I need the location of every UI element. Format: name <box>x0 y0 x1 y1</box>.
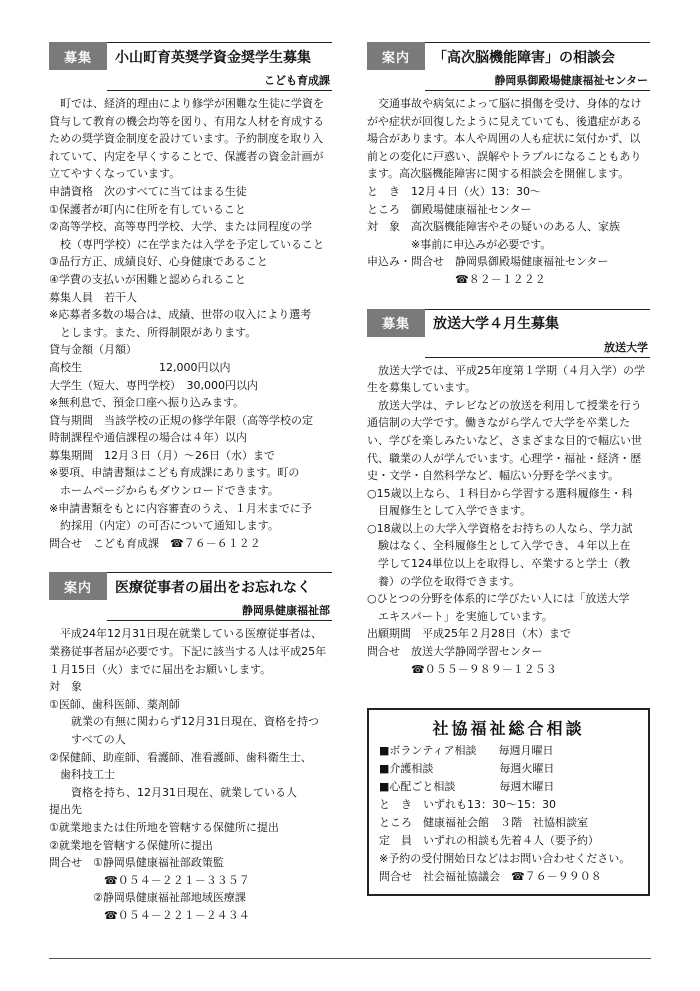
section-body <box>49 95 332 552</box>
text-line: ■心配ごと相談 毎週木曜日 <box>379 780 555 794</box>
text-line: ①医師、歯科医師、薬剤師 <box>49 697 180 711</box>
text-line: 養）の学位を取得できます。 <box>367 574 521 588</box>
medical-section <box>49 572 332 924</box>
text-line: ☎０５５－９８９－１２５３ <box>367 662 557 676</box>
section-tag: 案内 <box>49 572 107 600</box>
text-line: ホームページからもダウンロードできます。 <box>49 484 279 498</box>
text-line: ①保護者が町内に住所を有していること <box>49 202 246 216</box>
text-line: ところ 健康福祉会館 ３階 社協相談室 <box>379 816 588 830</box>
text-line: 歯科技工士 <box>49 768 115 782</box>
text-line: ①就業地または住所地を管轄する保健所に提出 <box>49 820 279 834</box>
text-line: と き 12月４日（火）13：30～ <box>367 184 541 198</box>
text-line: ②高等学校、高等専門学校、大学、または同程度の学 <box>49 220 312 234</box>
text-line: 問合せ 社会福祉協議会 ☎７６－９９０８ <box>379 870 602 884</box>
text-line: ※予約の受付開始日などはお問い合わせください。 <box>379 852 631 866</box>
text-line: 問合せ こども育成課 ☎７６－６１２２ <box>49 536 261 550</box>
text-line: 就業の有無に関わらず12月31日現在、資格を持つ <box>49 715 319 729</box>
text-line: 貸与期間 当該学校の正規の修学年限（高等学校の定 <box>49 413 313 427</box>
section-lines <box>49 678 332 924</box>
text-line: すべての人 <box>49 733 126 746</box>
text-line: 問合せ 放送大学静岡学習センター <box>367 645 543 659</box>
text-line: ※応募者多数の場合は、成績、世帯の収入により選考 <box>49 308 312 322</box>
section-intro: 交通事故や病気によって脳に損傷を受け、身体的なけがや症状が回復したように見えていても、後遺症がある場合があります。本人や周囲の人も症状に気付かず、以前との変化に戸惑い、誤解やトラブルになることもあります。高次脳機能障害に関する相談会を開催します。 <box>367 97 642 181</box>
text-line: 時制課程や通信課程の場合は４年）以内 <box>49 431 247 445</box>
left-column <box>49 42 332 939</box>
text-line: ※申請書類をもとに内容審査のうえ、１月末までに予 <box>49 501 312 515</box>
text-line: ☎０５４－２２１－３３５７ <box>49 873 250 887</box>
section-lines <box>49 183 332 552</box>
text-line: 対 象 <box>49 680 82 694</box>
text-line: ☎０５４－２２１－２４３４ <box>49 908 250 922</box>
text-line: 験はなく、全科履修生として入学でき、４年以上在 <box>367 539 631 553</box>
scholarship-section <box>49 42 332 552</box>
text-line: 対 象 高次脳機能障害やその疑いのある人、家族 <box>367 220 620 234</box>
text-line: ②就業地を管轄する保健所に提出 <box>49 838 213 852</box>
section-intro: 平成24年12月31日現在就業している医療従事者は、業務従事者届が必要です。下記に該当する人は平成25年１月15日（火）までに届出をお願いします。 <box>49 627 327 676</box>
text-line: ○15歳以上なら、１科目から学習する選科履修生・科 <box>367 486 633 500</box>
section-title: 「高次脳機能障害」の相談会 <box>425 42 650 70</box>
text-line: ○ひとつの分野を体系的に学びたい人には「放送大学 <box>367 592 630 606</box>
text-line: 定 員 いずれの相談も先着４人（要予約） <box>379 834 599 848</box>
section-header <box>367 42 650 70</box>
text-line: 大学生（短大、専門学校） 30,000円以内 <box>49 378 258 392</box>
text-line: ※要項、申請書類はこども育成課にあります。町の <box>49 466 300 480</box>
section-department: 放送大学 <box>425 337 650 358</box>
text-line: と き いずれも13：30～15：30 <box>379 798 556 812</box>
text-line: ④学費の支払いが困難と認められること <box>49 272 246 286</box>
section-intro: 町では、経済的理由により修学が困難な生徒に学資を貸与して教育の機会均等を図り、有用な人材を育成するための奨学資金制度を設けています。予約制度を取り入れていて、内定を早くすることで、保護者の資金計画が立てやすくなっています。 <box>49 97 324 181</box>
section-department: 静岡県健康福祉部 <box>107 600 332 621</box>
section-header <box>367 309 650 337</box>
text-line: 募集期間 12月３日（月）～26日（水）まで <box>49 448 275 462</box>
text-line: ■ボランティア相談 毎週月曜日 <box>379 744 554 758</box>
text-line: 申込み・問合せ 静岡県御殿場健康福祉センター <box>367 255 609 269</box>
text-line: とします。また、所得制限があります。 <box>49 325 257 339</box>
section-title: 小山町育英奨学資金奨学生募集 <box>107 42 332 70</box>
text-line: ○18歳以上の大学入学資格をお持ちの人なら、学力試 <box>367 521 633 535</box>
consultation-title: 社協福祉総合相談 <box>432 719 585 739</box>
text-line: ※無利息で、預金口座へ振り込みます。 <box>49 396 245 410</box>
section-header <box>49 572 332 600</box>
section-intro-2: 放送大学は、テレビなどの放送を利用して授業を行う通信制の大学です。働きながら学んで大学を卒業したい、学びを楽しみたいなど、さまざまな目的で幅広い世代、職業の人が学んでいます。心理学・福祉・経済・歴史・文学・自然科学など、幅広い分野を学べます。 <box>367 398 642 483</box>
text-line: ☎８２－１２２２ <box>367 272 546 286</box>
text-line: 校（専門学校）に在学または入学を予定していること <box>49 237 324 251</box>
right-column <box>367 42 650 896</box>
text-line: 約採用（内定）の可否について通知します。 <box>49 519 279 533</box>
text-line: ところ 御殿場健康福祉センター <box>367 202 532 216</box>
section-title: 放送大学４月生募集 <box>425 309 650 337</box>
section-body <box>49 625 332 924</box>
text-line: 申請資格 次のすべてに当てはまる生徒 <box>49 184 247 198</box>
text-line: 提出先 <box>49 803 82 817</box>
section-tag: 募集 <box>49 42 107 70</box>
consultation-box <box>367 708 650 896</box>
section-body <box>367 362 650 679</box>
text-line: 問合せ ①静岡県健康福祉部政策監 <box>49 856 224 870</box>
text-line: 貸与金額（月額） <box>49 343 137 357</box>
section-tag: 募集 <box>367 309 425 337</box>
section-tag: 案内 <box>367 42 425 70</box>
section-lines <box>367 183 650 289</box>
text-line: エキスパート」を実施しています。 <box>367 609 553 623</box>
section-department: こども育成課 <box>107 70 332 91</box>
text-line: ②静岡県健康福祉部地域医療課 <box>49 891 246 905</box>
brain-section <box>367 42 650 289</box>
footer-divider <box>49 958 651 959</box>
text-line: 目履修生として入学できます。 <box>367 504 532 518</box>
section-title: 医療従事者の届出をお忘れなく <box>107 572 332 600</box>
section-lines <box>367 485 650 679</box>
text-line: ②保健師、助産師、看護師、准看護師、歯科衛生士、 <box>49 750 312 764</box>
text-line: ③品行方正、成績良好、心身健康であること <box>49 255 268 269</box>
text-line: 学して124単位以上を取得し、卒業すると学士（教 <box>367 557 630 571</box>
section-department: 静岡県御殿場健康福祉センター <box>425 70 650 91</box>
section-header <box>49 42 332 70</box>
section-body <box>367 95 650 289</box>
section-intro: 放送大学では、平成25年度第１学期（４月入学）の学生を募集しています。 <box>367 363 645 395</box>
text-line: 資格を持ち、12月31日現在、就業している人 <box>49 785 297 799</box>
consultation-lines <box>379 742 638 886</box>
text-line: 出願期間 平成25年２月28日（木）まで <box>367 627 571 641</box>
text-line: ■介護相談 毎週火曜日 <box>379 762 555 776</box>
text-line: 高校生 12,000円以内 <box>49 360 231 374</box>
text-line: 募集人員 若干人 <box>49 290 137 304</box>
university-section <box>367 309 650 679</box>
text-line: ※事前に申込みが必要です。 <box>367 237 552 251</box>
